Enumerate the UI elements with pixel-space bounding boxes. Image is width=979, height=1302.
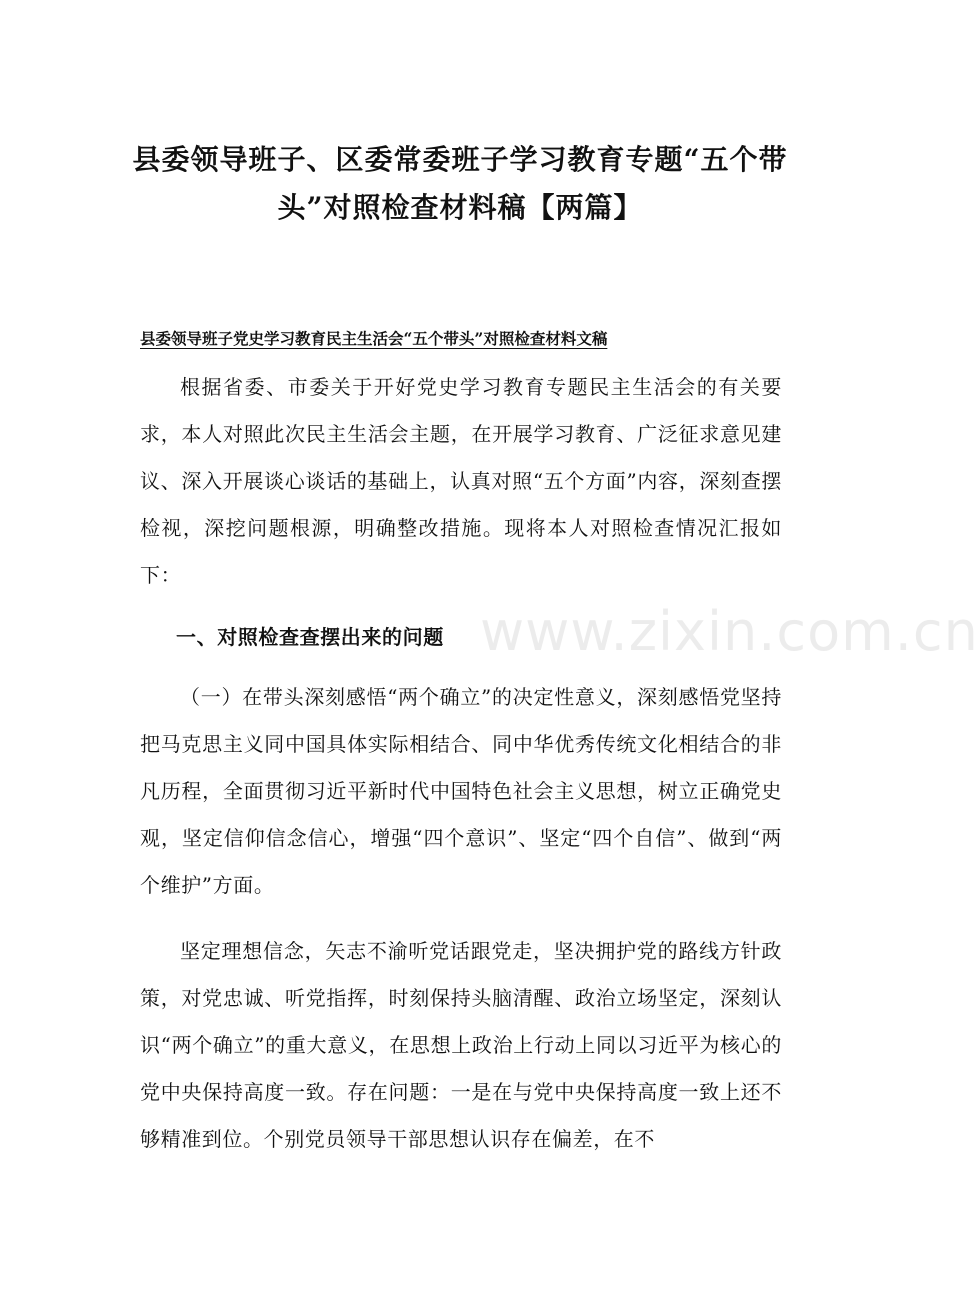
watermark-text: www.zixin.com.cn [480,600,979,663]
paragraph-1: （一）在带头深刻感悟“两个确立”的决定性意义，深刻感悟党坚持把马克思主义同中国具体实际相结合、同中华优秀传统文化相结合的非凡历程，全面贯彻习近平新时代中国特色社会主义思想，树立正确党史观，坚定信仰信念信心，增强“四个意识”、坚定“四个自信”、做到“两个维护”方面。 [140,685,782,897]
paragraph-2: 坚定理想信念，矢志不渝听党话跟党走，坚决拥护党的路线方针政策，对党忠诚、听党指挥，时刻保持头脑清醒、政治立场坚定，深刻认识“两个确立”的重大意义，在思想上政治上行动上同以习近平为核心的党中央保持高度一致。存在问题：一是在与党中央保持高度一致上还不够精准到位。个别党员领导干部思想认识存在偏差，在不 [140,939,782,1151]
intro-paragraph: 根据省委、市委关于开好党史学习教育专题民主生活会的有关要求，本人对照此次民主生活会主题，在开展学习教育、广泛征求意见建议、深入开展谈心谈话的基础上，认真对照“五个方面”内容，深刻查摆检视，深挖问题根源，明确整改措施。现将本人对照检查情况汇报如下： [140,375,782,587]
section-heading: 一、对照检查查摆出来的问题 [176,625,444,649]
document-title: 县委领导班子、区委常委班子学习教育专题“五个带头”对照检查材料稿【两篇】 [132,143,788,224]
document-subtitle: 县委领导班子党史学习教育民主生活会“五个带头”对照检查材料文稿 [140,329,608,348]
